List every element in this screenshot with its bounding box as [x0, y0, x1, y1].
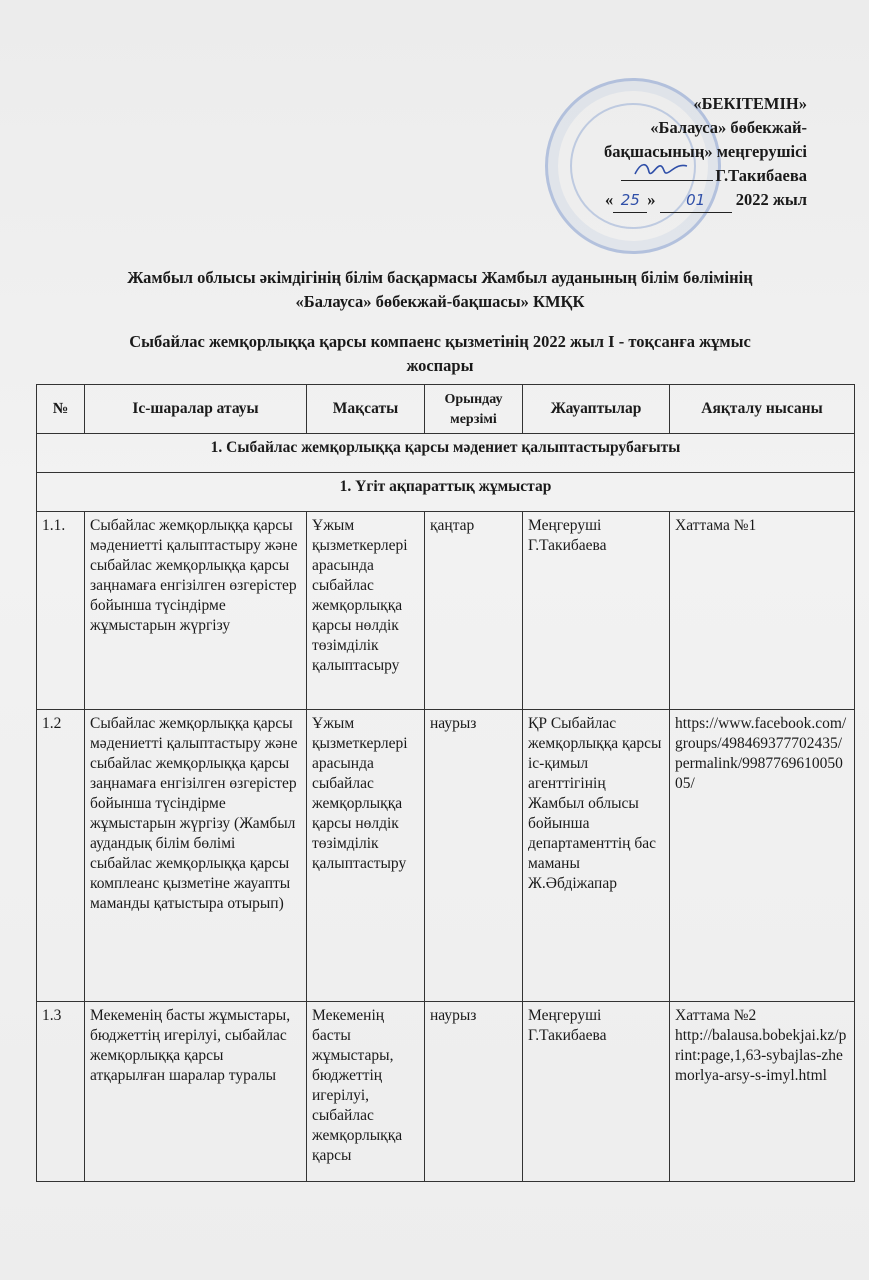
approval-name: Г.Такибаева — [715, 166, 807, 185]
row-purpose: Мекеменің басты жұмыстары, бюджеттің игерілуі, сыбайлас жемқорлыққа қарсы — [307, 1002, 425, 1182]
row-completion: Хаттама №1 — [670, 512, 855, 710]
row-completion-link: https://www.facebook.com/groups/498469377702435/permalink/998776961005005/ — [670, 710, 855, 1002]
approval-line1: «Балауса» бөбекжай- — [650, 118, 807, 137]
table-row — [37, 1002, 855, 1182]
row-purpose: Ұжым қызметкерлері арасында сыбайлас жемқорлыққа қарсы нөлдік төзімділік қалыптасыру — [307, 512, 425, 710]
row-deadline: наурыз — [425, 1002, 523, 1182]
row-completion — [670, 1002, 855, 1182]
row-num: 1.3 — [37, 1002, 85, 1182]
approval-day: 25 — [613, 188, 647, 213]
header-num: № — [37, 385, 85, 434]
row-num: 1.1. — [37, 512, 85, 710]
approval-line2: бақшасының» меңгерушісі — [604, 142, 807, 161]
signature-scribble — [631, 158, 691, 180]
approval-block — [547, 92, 807, 213]
header-purpose: Мақсаты — [307, 385, 425, 434]
plan-title: Сыбайлас жемқорлыққа қарсы компаенс қызметінің 2022 жыл І - тоқсанға жұмыс жоспары — [129, 332, 751, 375]
table-row — [37, 710, 855, 1002]
row-activity: Сыбайлас жемқорлыққа қарсы мәдениетті қалыптастыру және сыбайлас жемқорлыққа қарсы заңнамаға енгізілген өзгерістер бойынша түсіндірме жұмыстарын жүргізу (Жамбыл аудандық білім бөлімі сыбайлас жемқорлыққа қарсы комплеанс қызметіне жауапты маманды қатыстыра отырып) — [85, 710, 307, 1002]
approval-year: 2022 жыл — [735, 190, 807, 209]
row-num: 1.2 — [37, 710, 85, 1002]
signature — [621, 164, 713, 181]
subsection-title: 1. Үгіт ақпараттық жұмыстар — [37, 473, 855, 512]
section-title: 1. Сыбайлас жемқорлыққа қарсы мәдениет қалыптастырубағыты — [37, 434, 855, 473]
row-deadline: наурыз — [425, 710, 523, 1002]
row-responsible: Меңгеруші Г.Такибаева — [523, 512, 670, 710]
header-completion: Аяқталу нысаны — [670, 385, 855, 434]
plan-table — [36, 384, 855, 1182]
section-row — [37, 434, 855, 473]
organization-title: Жамбыл облысы әкімдігінің білім басқармасы Жамбыл ауданының білім бөлімінің «Балауса» бөбекжай-бақшасы» КМҚК — [127, 268, 753, 311]
row-deadline: қаңтар — [425, 512, 523, 710]
table-header-row — [37, 385, 855, 434]
approval-date: « 25 » 01 2022 жыл — [547, 188, 807, 213]
approval-signature-line — [547, 164, 807, 188]
header-responsible: Жауаптылар — [523, 385, 670, 434]
header-activity: Іс-шаралар атауы — [85, 385, 307, 434]
approval-heading: «БЕКІТЕМІН» — [693, 94, 807, 113]
subsection-row — [37, 473, 855, 512]
row-responsible: Меңгеруші Г.Такибаева — [523, 1002, 670, 1182]
header-deadline: Орындау мерзімі — [425, 385, 523, 434]
completion-protocol: Хаттама №2 — [675, 1007, 757, 1024]
approval-month: 01 — [660, 188, 732, 213]
row-activity: Мекеменің басты жұмыстары, бюджеттің игерілуі, сыбайлас жемқорлыққа қарсы атқарылған шаралар туралы — [85, 1002, 307, 1182]
table-row — [37, 512, 855, 710]
row-purpose: Ұжым қызметкерлері арасында сыбайлас жемқорлыққа қарсы нөлдік төзімділік қалыптастыру — [307, 710, 425, 1002]
completion-link: http://balausa.bobekjai.kz/print:page,1,63-sybajlas-zhemorlya-arsy-s-imyl.html — [675, 1027, 847, 1084]
row-activity: Сыбайлас жемқорлыққа қарсы мәдениетті қалыптастыру және сыбайлас жемқорлыққа қарсы заңнамаға енгізілген өзгерістер бойынша түсіндірме жұмыстарын жүргізу — [85, 512, 307, 710]
row-responsible: ҚР Сыбайлас жемқорлыққа қарсы іс-қимыл агенттігінің Жамбыл облысы бойынша департаменттің бас маманы Ж.Әбдіжапар — [523, 710, 670, 1002]
